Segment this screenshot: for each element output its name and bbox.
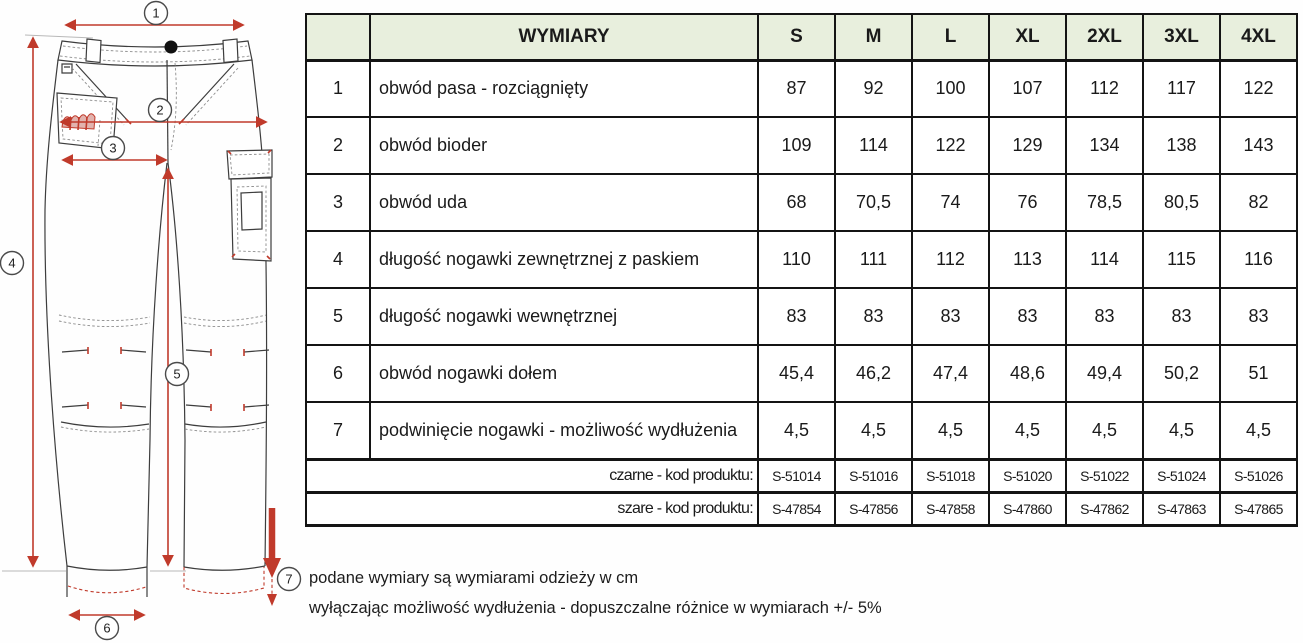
value-cell: 114 [1066, 231, 1143, 288]
value-cell: 87 [758, 60, 835, 117]
svg-text:5: 5 [173, 366, 181, 382]
dim-label-2 [149, 99, 172, 122]
value-cell: 109 [758, 117, 835, 174]
grey-codes-row [306, 492, 1297, 525]
grey-codes-label: szare - kod produktu: [306, 492, 758, 525]
value-cell: 83 [758, 288, 835, 345]
table-row-5 [306, 288, 1297, 345]
value-cell: 116 [1220, 231, 1297, 288]
table-row-2 [306, 117, 1297, 174]
header-size-xl: XL [989, 14, 1066, 60]
svg-text:1: 1 [152, 5, 160, 21]
table-row-1 [306, 60, 1297, 117]
row-name: obwód bioder [370, 117, 758, 174]
code-cell: S-47863 [1143, 492, 1220, 525]
value-cell: 143 [1220, 117, 1297, 174]
svg-text:6: 6 [103, 620, 111, 636]
value-cell: 4,5 [835, 402, 912, 459]
svg-text:7: 7 [285, 571, 293, 587]
dim-label-7 [278, 568, 301, 591]
row-num: 6 [306, 345, 370, 402]
header-corner [306, 14, 370, 60]
row-num: 7 [306, 402, 370, 459]
dim-label-5 [166, 363, 189, 386]
svg-text:3: 3 [109, 140, 117, 156]
value-cell: 134 [1066, 117, 1143, 174]
svg-text:4: 4 [8, 255, 16, 271]
value-cell: 110 [758, 231, 835, 288]
row-name: podwinięcie nogawki - możliwość wydłużenia [370, 402, 758, 459]
trousers-diagram [0, 0, 305, 643]
header-wymiary: WYMIARY [370, 14, 758, 60]
code-cell: S-51022 [1066, 459, 1143, 492]
code-cell: S-51020 [989, 459, 1066, 492]
value-cell: 83 [1143, 288, 1220, 345]
value-cell: 76 [989, 174, 1066, 231]
row-name: obwód nogawki dołem [370, 345, 758, 402]
value-cell: 107 [989, 60, 1066, 117]
value-cell: 92 [835, 60, 912, 117]
value-cell: 4,5 [912, 402, 989, 459]
svg-text:2: 2 [156, 102, 164, 118]
header-size-l: L [912, 14, 989, 60]
value-cell: 122 [1220, 60, 1297, 117]
code-cell: S-47858 [912, 492, 989, 525]
value-cell: 112 [1066, 60, 1143, 117]
value-cell: 129 [989, 117, 1066, 174]
code-cell: S-47856 [835, 492, 912, 525]
value-cell: 83 [912, 288, 989, 345]
code-cell: S-51016 [835, 459, 912, 492]
table-row-7 [306, 402, 1297, 459]
value-cell: 51 [1220, 345, 1297, 402]
value-cell: 100 [912, 60, 989, 117]
row-num: 2 [306, 117, 370, 174]
table-row-3 [306, 174, 1297, 231]
table-row-4 [306, 231, 1297, 288]
row-num: 1 [306, 60, 370, 117]
code-cell: S-51014 [758, 459, 835, 492]
value-cell: 111 [835, 231, 912, 288]
value-cell: 113 [989, 231, 1066, 288]
value-cell: 74 [912, 174, 989, 231]
value-cell: 80,5 [1143, 174, 1220, 231]
header-size-s: S [758, 14, 835, 60]
value-cell: 78,5 [1066, 174, 1143, 231]
note-tolerance: wyłączając możliwość wydłużenia - dopuszczalne różnice w wymiarach +/- 5% [309, 599, 882, 617]
value-cell: 4,5 [758, 402, 835, 459]
value-cell: 83 [989, 288, 1066, 345]
value-cell: 47,4 [912, 345, 989, 402]
value-cell: 83 [835, 288, 912, 345]
dim-label-4 [1, 252, 24, 275]
value-cell: 122 [912, 117, 989, 174]
row-num: 5 [306, 288, 370, 345]
value-cell: 82 [1220, 174, 1297, 231]
header-size-3xl: 3XL [1143, 14, 1220, 60]
row-name: długość nogawki wewnętrznej [370, 288, 758, 345]
value-cell: 83 [1066, 288, 1143, 345]
button-dot [165, 41, 178, 54]
table-row-6 [306, 345, 1297, 402]
footnotes [309, 569, 882, 629]
value-cell: 4,5 [1066, 402, 1143, 459]
dim-label-6 [96, 617, 119, 640]
value-cell: 68 [758, 174, 835, 231]
value-cell: 112 [912, 231, 989, 288]
value-cell: 4,5 [1220, 402, 1297, 459]
value-cell: 48,6 [989, 345, 1066, 402]
value-cell: 115 [1143, 231, 1220, 288]
header-size-4xl: 4XL [1220, 14, 1297, 60]
header-size-2xl: 2XL [1066, 14, 1143, 60]
value-cell: 45,4 [758, 345, 835, 402]
value-cell: 138 [1143, 117, 1220, 174]
black-codes-label: czarne - kod produktu: [306, 459, 758, 492]
value-cell: 117 [1143, 60, 1220, 117]
header-size-m: M [835, 14, 912, 60]
value-cell: 46,2 [835, 345, 912, 402]
code-cell: S-47860 [989, 492, 1066, 525]
value-cell: 4,5 [1143, 402, 1220, 459]
value-cell: 70,5 [835, 174, 912, 231]
value-cell: 50,2 [1143, 345, 1220, 402]
value-cell: 83 [1220, 288, 1297, 345]
code-cell: S-51026 [1220, 459, 1297, 492]
size-table [305, 13, 1298, 527]
table-header-row [306, 14, 1297, 60]
row-num: 4 [306, 231, 370, 288]
code-cell: S-51018 [912, 459, 989, 492]
black-codes-row [306, 459, 1297, 492]
row-name: obwód uda [370, 174, 758, 231]
dim-label-1 [145, 2, 168, 25]
note-units: podane wymiary są wymiarami odzieży w cm [309, 569, 639, 587]
dim-label-3 [102, 137, 125, 160]
row-num: 3 [306, 174, 370, 231]
row-name: długość nogawki zewnętrznej z paskiem [370, 231, 758, 288]
code-cell: S-47862 [1066, 492, 1143, 525]
code-cell: S-47854 [758, 492, 835, 525]
value-cell: 49,4 [1066, 345, 1143, 402]
code-cell: S-51024 [1143, 459, 1220, 492]
value-cell: 4,5 [989, 402, 1066, 459]
value-cell: 114 [835, 117, 912, 174]
row-name: obwód pasa - rozciągnięty [370, 60, 758, 117]
code-cell: S-47865 [1220, 492, 1297, 525]
